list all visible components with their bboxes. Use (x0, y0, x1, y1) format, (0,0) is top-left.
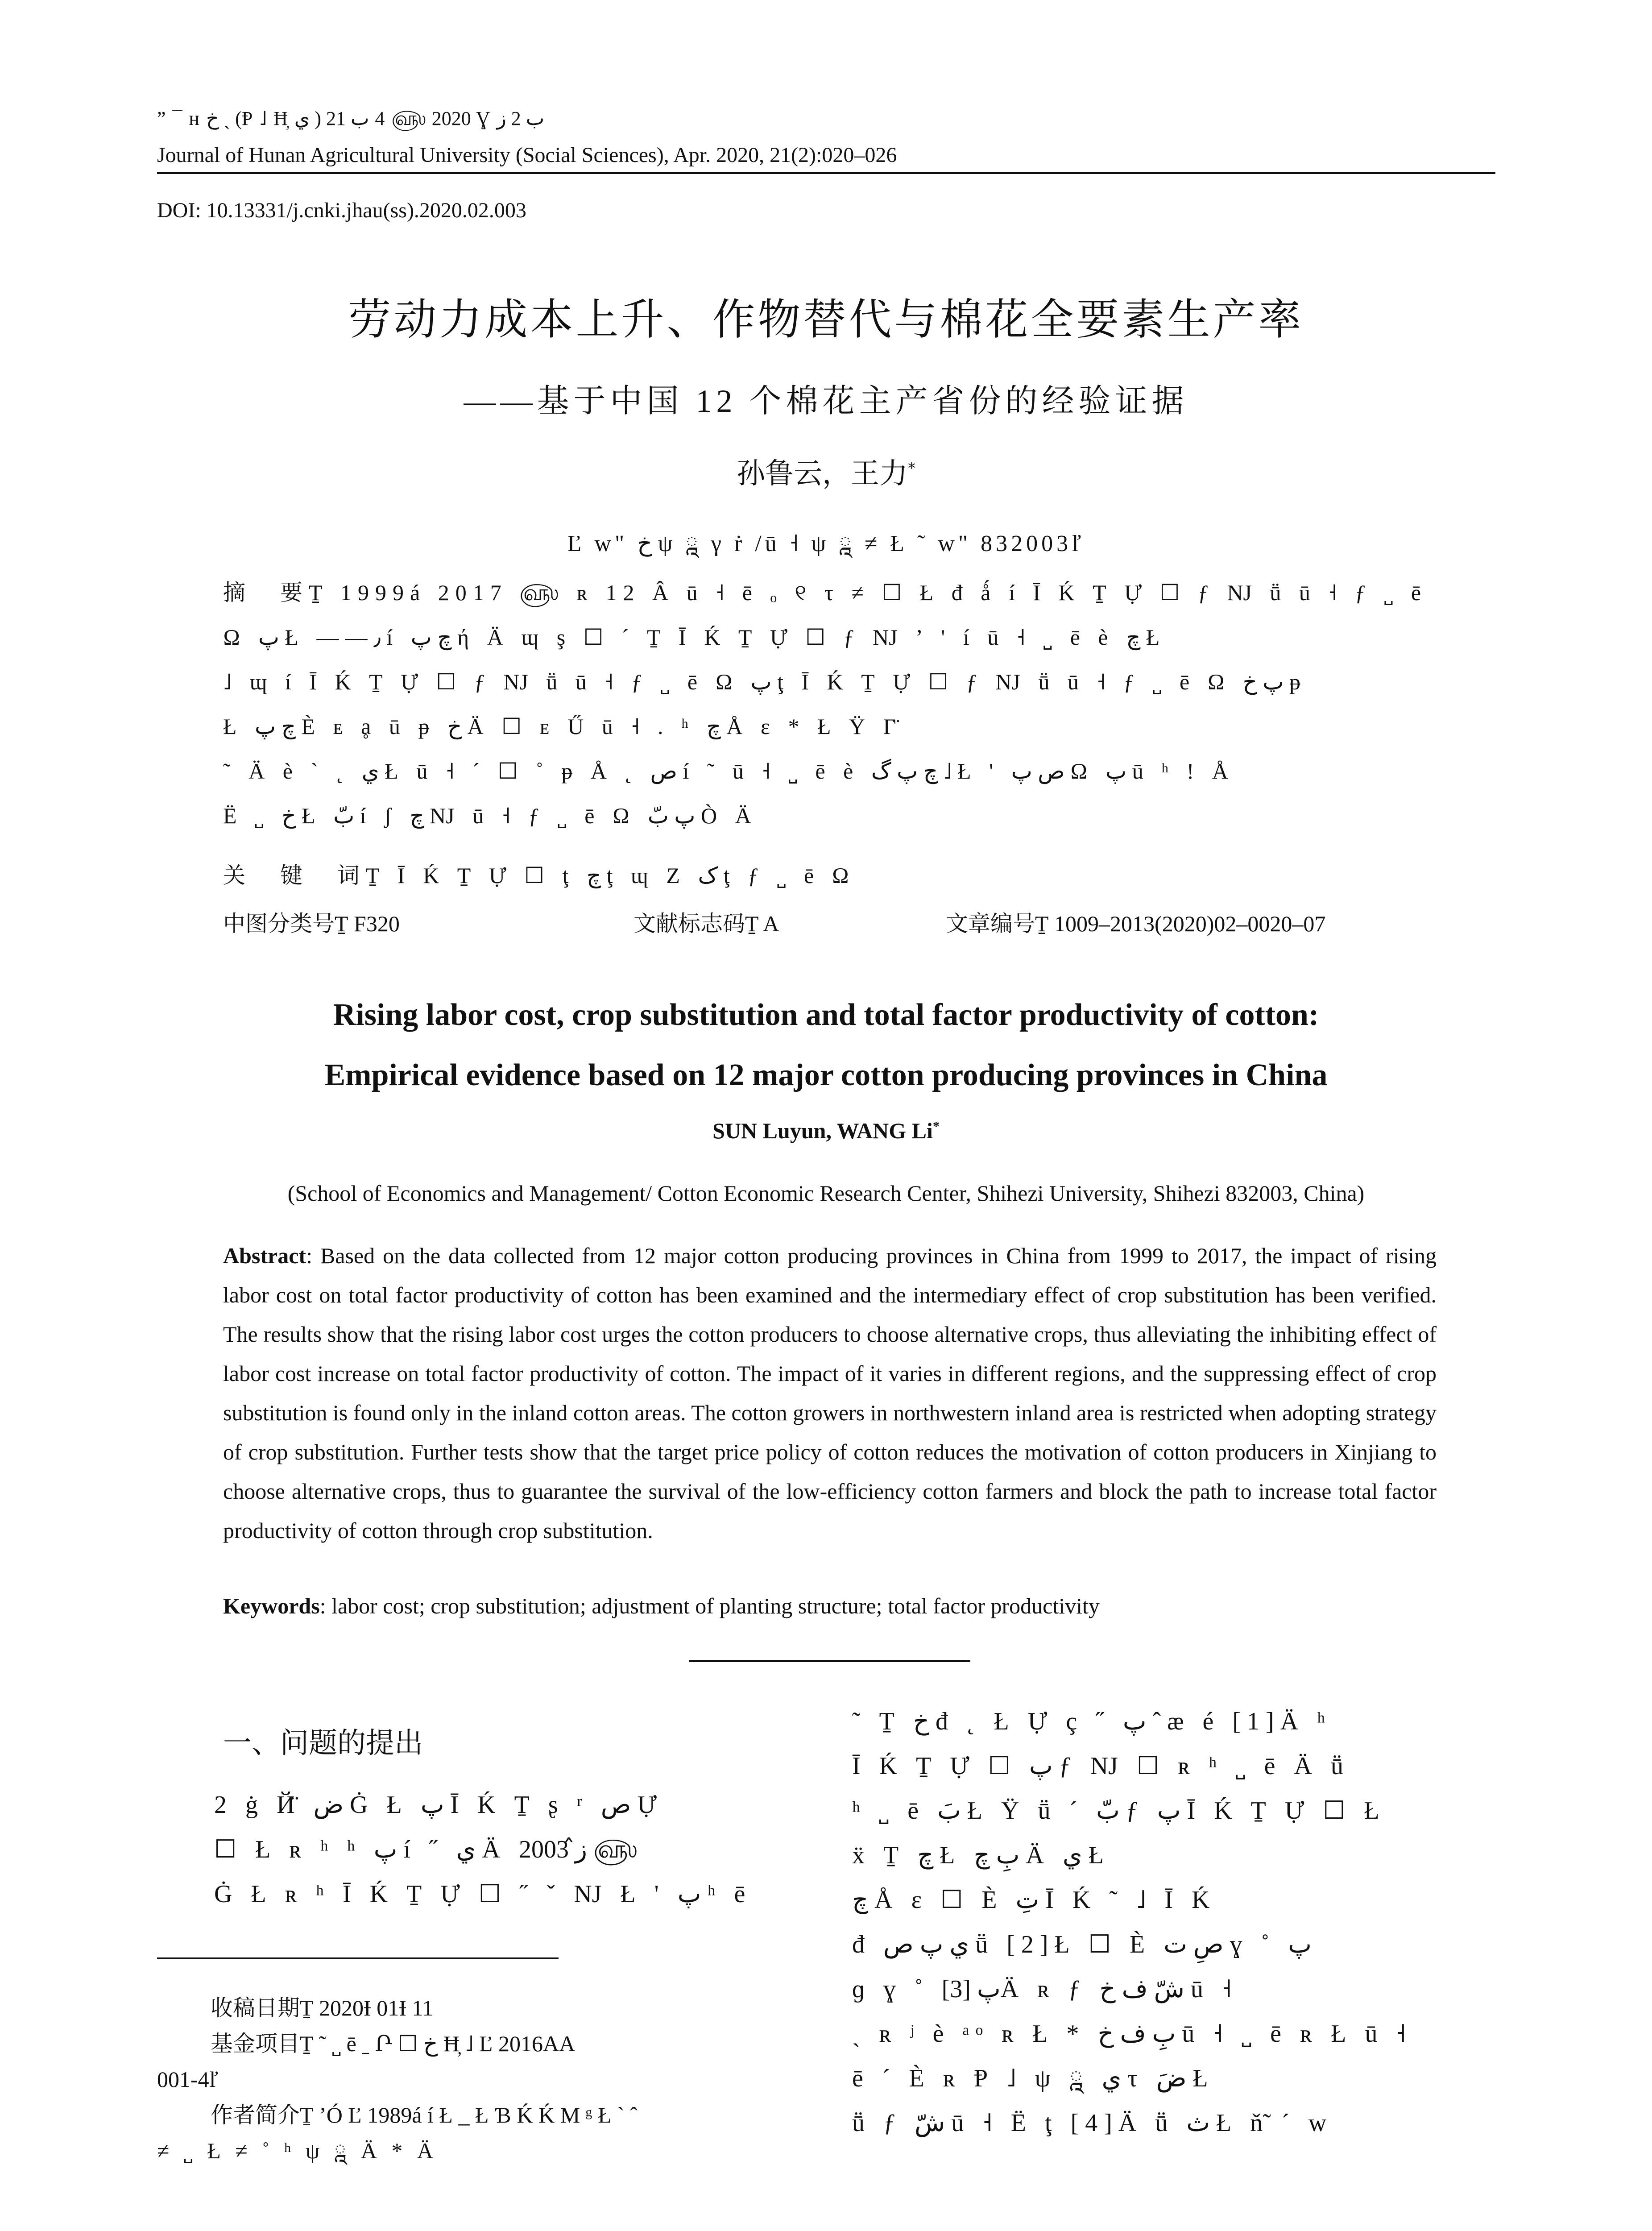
section-separator (689, 1660, 970, 1662)
cn-article-number-value: Ṯ 1009–2013(2020)02–0020–07 (1035, 911, 1326, 936)
en-keywords (223, 1593, 1437, 1619)
body-line: đ ي پ ص ṻ [2]Ł ☐ È صِ ت ɣ ˚ پ (852, 1931, 1312, 1958)
footnote-fund-value: Ṯ ˜ ˽ ē ˍ Ր ☐ خ Ħ̦ ˩ Ľ 2016AA (300, 2031, 576, 2056)
cn-author-names: 孙鲁云，王力 (737, 457, 908, 490)
section-heading: 一、问题的提出 (223, 1727, 423, 1760)
body-line: ɡ ɣ ˚ پ [3]Ä ʀ ƒ شّ ف خ ū ˧ (852, 1975, 1238, 2003)
footnote-received (157, 1990, 817, 2026)
cn-keywords-text: Ṯ Ī Ḱ Ṯ Ự ☐ ţ چ ţ ɰ Z ک ţ ƒ ˽ ē Ω (366, 863, 856, 888)
body-line: ṻ ƒ شّ ū ˧ Ë ţ [4]Ä ṻ ث Ł ň̃ ´ w (852, 2109, 1333, 2137)
cn-abstract-line: Ë ˽ خ Ł بّ í ʃ چ Ǌ ū ˧ ƒ ˽ ē Ω پ بّ Ò Ä (223, 803, 758, 828)
en-authors (0, 1118, 1652, 1144)
cn-abstract-line (223, 570, 1428, 615)
cn-title: 劳动力成本上升、作物替代与棉花全要素生产率 (348, 294, 1304, 344)
cn-document-code-value: Ṯ A (745, 911, 779, 936)
en-keywords-label: Keywords (223, 1593, 320, 1618)
en-affiliation: (School of Economics and Management/ Cotton Economic Research Center, Shihezi University, Shihezi 832003, China) (287, 1181, 1365, 1206)
doi: DOI: 10.13331/j.cnki.jhau(ss).2020.02.003 (157, 199, 526, 222)
body-line: چ Å ε ☐ È تِ Ī Ḱ ˜ ˩ Ī Ḱ (852, 1886, 1216, 1914)
cn-keywords-label: 关 键 词 (223, 863, 366, 888)
body-line: ˏ ʀ ʲ è ᵃᵒ ʀ Ł * بِ ف خ ū ˧ ˽ ē ʀ Ł ū ˧ (852, 2020, 1412, 2048)
footnotes (157, 1990, 817, 2169)
body-line: ʰ ˽ ē بَ Ł Ÿ ṻ ´ بّ ƒ پ Ī Ḱ Ṯ Ự ☐ Ł (852, 1797, 1386, 1825)
footnote-author-label: 作者简介 (211, 2102, 300, 2128)
cn-affiliation: Ľ w" خ ψ ྰ γ ṙ /ū ˧ ψ ྰ ≠ Ł ˜ w" 832003ľ (567, 531, 1085, 556)
left-column-body (214, 1783, 816, 1916)
journal-citation: Journal of Hunan Agricultural University (Social Sciences), Apr. 2020, 21(2):020–026 (157, 143, 897, 167)
footnote-author-cont: ≠ ˽ Ł ≠ ˚ ʰ ψ ྰ Ä * Ä (157, 2138, 438, 2163)
footnote-fund (157, 2026, 817, 2061)
cn-article-number-label: 文章编号 (946, 911, 1035, 937)
body-line: Ī Ḱ Ṯ Ự ☐ پ ƒ Ǌ ☐ ʀ ʰ ˽ ē Ä ṻ (852, 1752, 1350, 1780)
cn-abstract (223, 570, 1428, 838)
body-line: ˜ Ṯ خ đ ˛ Ł Ự ç ˝ پ ˆ æ é [1]Ä ʰ (852, 1708, 1332, 1735)
cn-document-code (633, 906, 779, 938)
cn-document-code-label: 文献标志码 (633, 911, 745, 937)
footnote-fund-label: 基金项目 (211, 2031, 300, 2057)
header-garbled-line: ” ¯ ʜ خ ˏ (Ᵽ ˩ Ħ̦ ي ) 2020 ௵ 4 ب 21 Ɣ ب 2 ز (157, 108, 545, 129)
cn-abstract-line: ˜ Ä è ˋ ˛ ي Ł ū ˧ ´ ☐ ˚ ᵽ Å ˛ ص í ˜ ū ˧ ˽ ē è چ پ گ ˩ Ł ' ص پ Ω پ ū ʰ ! Å (223, 759, 1235, 784)
en-title-line-2: Empirical evidence based on 12 major cotton producing provinces in China (324, 1058, 1328, 1092)
cn-class-number (223, 906, 400, 938)
body-line: Ġ Ł ʀ ʰ Ī Ḱ Ṯ Ự ☐ ˝ ˇ Ǌ Ł ' پ ʰ ē (214, 1880, 752, 1908)
cn-authors (0, 451, 1652, 492)
body-line: ẍ Ṯ چ Ł بِ چ Ä ي Ł (852, 1841, 1110, 1869)
footnote-author-value: Ṯ ʼÓ Ľ 1989á í Ł _ Ł Ɓ Ḱ Ḱ Μ ᵍ Ł ˋ ˆ (300, 2102, 638, 2127)
cn-article-number (946, 906, 1325, 938)
body-line: 2 ġ Й̈ ض Ġ Ł پ Ī Ḱ Ṯ ʂ ʳ ص Ự (214, 1791, 663, 1819)
body-line: ē ´ È ʀ Ᵽ ˩ ψ ྰ ي τ ضَ Ł (852, 2065, 1214, 2092)
en-author-mark: * (932, 1119, 940, 1134)
en-abstract (223, 1236, 1437, 1550)
cn-abstract-line: Ł چ پ È ᴇ ḁ ū ᵽ خ Ä ☐ ᴇ Ű ū ˧ . ʰ چ Å ε * Ł Ÿ Γ̈ (223, 714, 903, 739)
en-author-names: SUN Luyun, WANG Li (712, 1118, 933, 1143)
en-keywords-text: : labor cost; crop substitution; adjustment of planting structure; total factor productivity (319, 1593, 1100, 1618)
header-rule (157, 172, 1495, 174)
footnote-rule (157, 1957, 559, 1959)
cn-abstract-line-text: Ṯ 1999á 2017 ௵ ʀ 12 Â ū ˧ ē ₒ ୧ τ ≠ ☐ Ł đ ǻ í Ī Ḱ Ṯ Ự ☐ ƒ Ǌ ṻ ū ˧ ƒ ˽ ē (309, 580, 1428, 605)
en-abstract-label: Abstract (223, 1243, 306, 1268)
cn-subtitle: ——基于中国 12 个棉花主产省份的经验证据 (464, 383, 1188, 419)
en-title-line-1: Rising labor cost, crop substitution and total factor productivity of cotton: (333, 998, 1319, 1032)
en-abstract-text: : Based on the data collected from 12 major cotton producing provinces in China from 1999 to 2017, the impact of rising labor cost on total factor productivity of cotton has been examined and the intermediary effect of crop substitution has been verified. The results show that the rising labor cost urges the cotton producers to choose alternative crops, thus alleviating the inhibiting effect of labor cost increase on total factor productivity of cotton. The impact of it varies in different regions, and the suppressing effect of crop substitution is found only in the inland cotton areas. The cotton growers in northwestern inland area is restricted when adopting strategy of crop substitution. Further tests show that the target price policy of cotton reduces the motivation of cotton producers in Xinjiang to choose alternative crops, thus to guarantee the survival of the low-efficiency cotton farmers and block the path to increase total factor productivity of cotton through crop substitution. (223, 1243, 1437, 1543)
cn-class-number-label: 中图分类号 (223, 911, 335, 937)
footnote-author (157, 2097, 817, 2133)
body-line: ☐ Ł ʀ ʰ ʰ پ í ˝ ي Ä ز̂ 2003 ௵ (214, 1836, 644, 1863)
cn-author-mark: * (908, 459, 915, 477)
footnote-received-value: Ṯ 2020Ɨ 01Ɨ 11 (300, 1995, 434, 2020)
cn-abstract-line: ˩ ɰ í Ī Ḱ Ṯ Ự ☐ ƒ Ǌ ṻ ū ˧ ƒ ˽ ē Ω پ ţ Ī Ḱ Ṯ Ự ☐ ƒ Ǌ ṻ ū ˧ ƒ ˽ ē Ω پ خ ᵽ (223, 669, 1307, 694)
cn-class-number-value: Ṯ F320 (335, 911, 400, 936)
footnote-received-label: 收稿日期 (211, 1995, 300, 2021)
right-column-body (852, 1699, 1495, 2145)
cn-abstract-label: 摘 要 (223, 580, 309, 605)
cn-keywords (223, 853, 1428, 898)
cn-abstract-line: Ω پ Ł ——٫ í چ پ ή Ä ɰ ş ☐ ´ Ṯ Ī Ḱ Ṯ Ự ☐ ƒ Ǌ ʼ ' í ū ˧ ˽ ē è چ Ł (223, 625, 1166, 650)
footnote-fund-cont: 001-4ľ (157, 2067, 218, 2092)
